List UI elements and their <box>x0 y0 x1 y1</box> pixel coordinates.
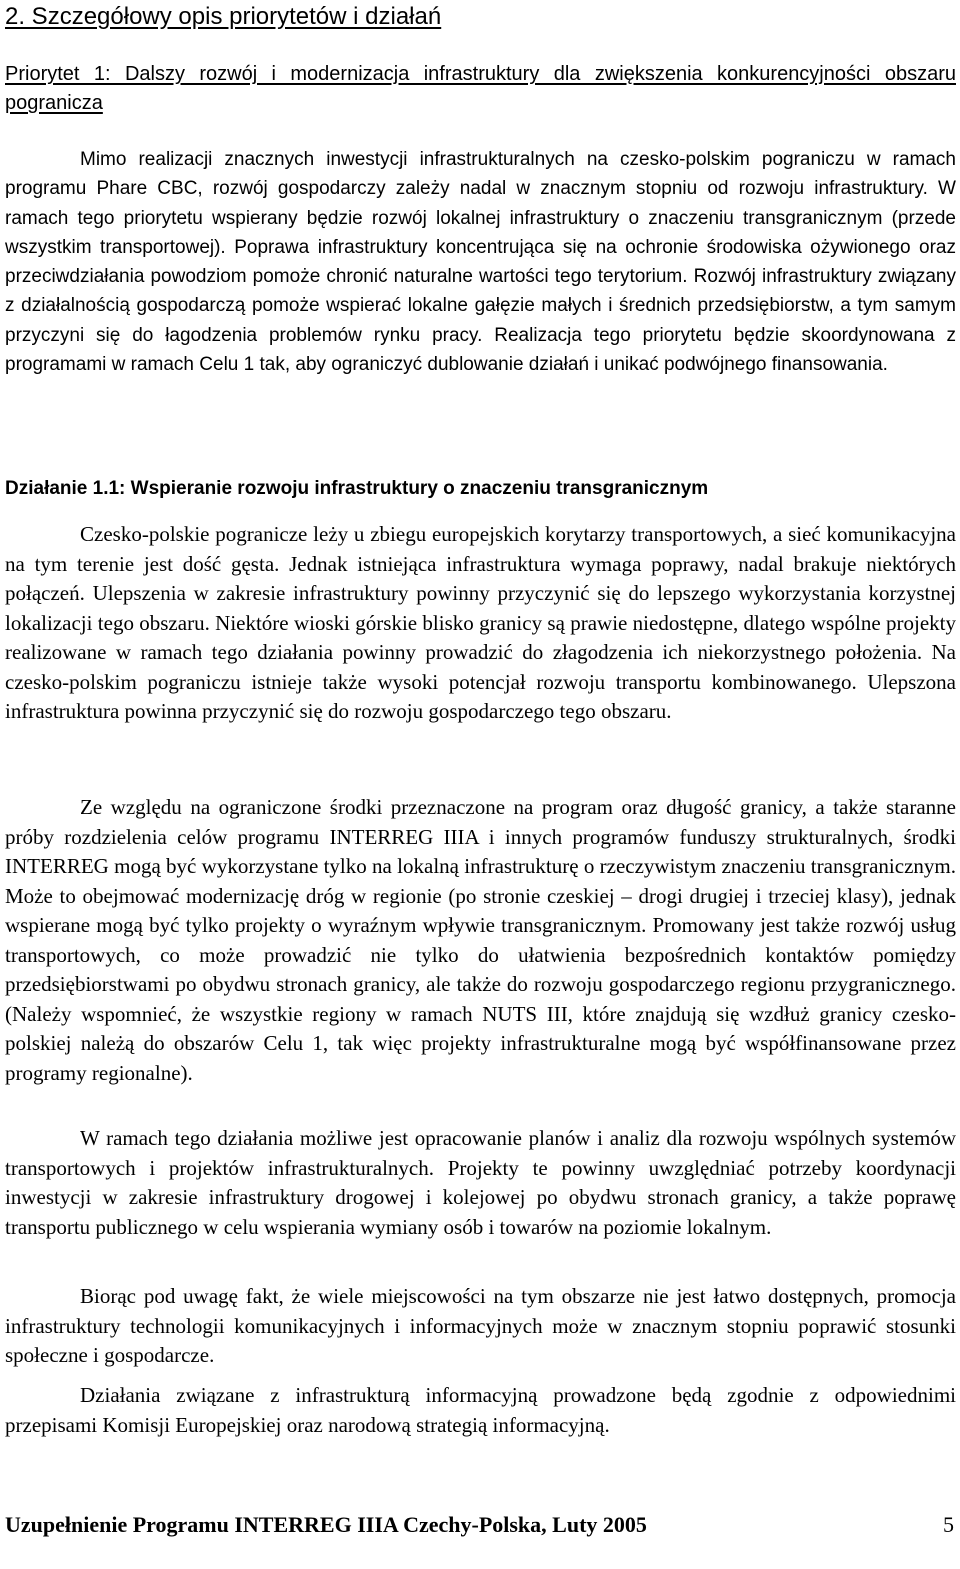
action-paragraph-1: Czesko-polskie pogranicze leży u zbiegu europejskich korytarzy transportowych, a sieć komunikacyjna na tym terenie jest dość gęsta. Jednak istniejąca infrastruktura wymaga poprawy, nadal brakuje niektórych połączeń. Ulepszenia w zakresie infrastruktury powinny przyczynić się do lepszego wykorzystania korzystnej lokalizacji tego obszaru. Niektóre wioski górskie blisko granicy są prawie niedostępne, dlatego wspólne projekty realizowane w ramach tego działania powinny prowadzić do złagodzenia ich niekorzystnego położenia. Na czesko-polskim pograniczu istnieje także wysoki potencjał rozwoju transportu kombinowanego. Ulepszona infrastruktura powinna przyczynić się do rozwoju gospodarczego tego obszaru. <box>5 522 956 723</box>
action-paragraph-4: Biorąc pod uwagę fakt, że wiele miejscowości na tym obszarze nie jest łatwo dostępnych, promocja infrastruktury technologii komunikacyjnych i informacyjnych może w znacznym stopniu poprawić stosunki społeczne i gospodarcze. <box>5 1284 956 1367</box>
section-heading: 2. Szczegółowy opis priorytetów i działań <box>5 3 442 30</box>
page-number: 5 <box>943 1512 954 1537</box>
action-paragraph-5: Działania związane z infrastrukturą informacyjną prowadzone będą zgodnie z odpowiednimi przepisami Komisji Europejskiej oraz narodową strategią informacyjną. <box>5 1383 956 1437</box>
action-paragraph-2: Ze względu na ograniczone środki przeznaczone na program oraz długość granicy, a także staranne próby rozdzielenia celów programu INTERREG IIIA i innych programów funduszy strukturalnych, środki INTERREG mogą być wykorzystane tylko na lokalną infrastrukturę o rzeczywistym znaczeniu transgranicznym. Może to obejmować modernizację dróg w regionie (po stronie czeskiej – drogi drugiej i trzeciej klasy), jednak wspierane mogą być tylko projekty o wyraźnym wpływie transgranicznym. Promowany jest także rozwój usług transportowych, co może prowadzić nie tylko do ułatwienia bezpośrednich kontaktów pomiędzy przedsiębiorstwami po obydwu stronach granicy, ale także do rozwoju gospodarczego regionu przygranicznego. (Należy wspomnieć, że wszystkie regiony w ramach NUTS III, które znajdują się wzdłuż granicy czesko-polskiej należą do obszarów Celu 1, tak więc projekty infrastrukturalne mogą być współfinansowane przez programy regionalne). <box>5 795 956 1085</box>
footer-title: Uzupełnienie Programu INTERREG IIIA Czechy-Polska, Luty 2005 <box>5 1512 647 1537</box>
action-heading: Działanie 1.1: Wspieranie rozwoju infrastruktury o znaczeniu transgranicznym <box>5 478 709 499</box>
priority-paragraph: Mimo realizacji znacznych inwestycji infrastrukturalnych na czesko-polskim pograniczu w ramach programu Phare CBC, rozwój gospodarczy zależy nadal w znacznym stopniu od rozwoju infrastruktury. W ramach tego priorytetu wspierany będzie rozwój lokalnej infrastruktury o znaczeniu transgranicznym (przede wszystkim transportowej). Poprawa infrastruktury koncentrująca się na ochronie środowiska ożywionego oraz przeciwdziałania powodziom pomoże chronić naturalne wartości tego terytorium. Rozwój infrastruktury związany z działalnością gospodarczą pomoże wspierać lokalne gałęzie małych i średnich przedsiębiorstw, a tym samym przyczyni się do łagodzenia problemów rynku pracy. Realizacja tego priorytetu będzie skoordynowana z programami w ramach Celu 1 tak, aby ograniczyć dublowanie działań i unikać podwójnego finansowania. <box>5 149 956 376</box>
priority-heading: Priorytet 1: Dalszy rozwój i modernizacja infrastruktury dla zwiększenia konkurencyjności obszaru pogranicza <box>5 63 956 114</box>
action-paragraph-3: W ramach tego działania możliwe jest opracowanie planów i analiz dla rozwoju wspólnych systemów transportowych i projektów infrastrukturalnych. Projekty te powinny uwzględniać potrzeby koordynacji inwestycji w zakresie infrastruktury drogowej i kolejowej po obydwu stronach granicy, a także poprawę transportu publicznego w celu wspierania wymiany osób i towarów na poziomie lokalnym. <box>5 1126 956 1239</box>
